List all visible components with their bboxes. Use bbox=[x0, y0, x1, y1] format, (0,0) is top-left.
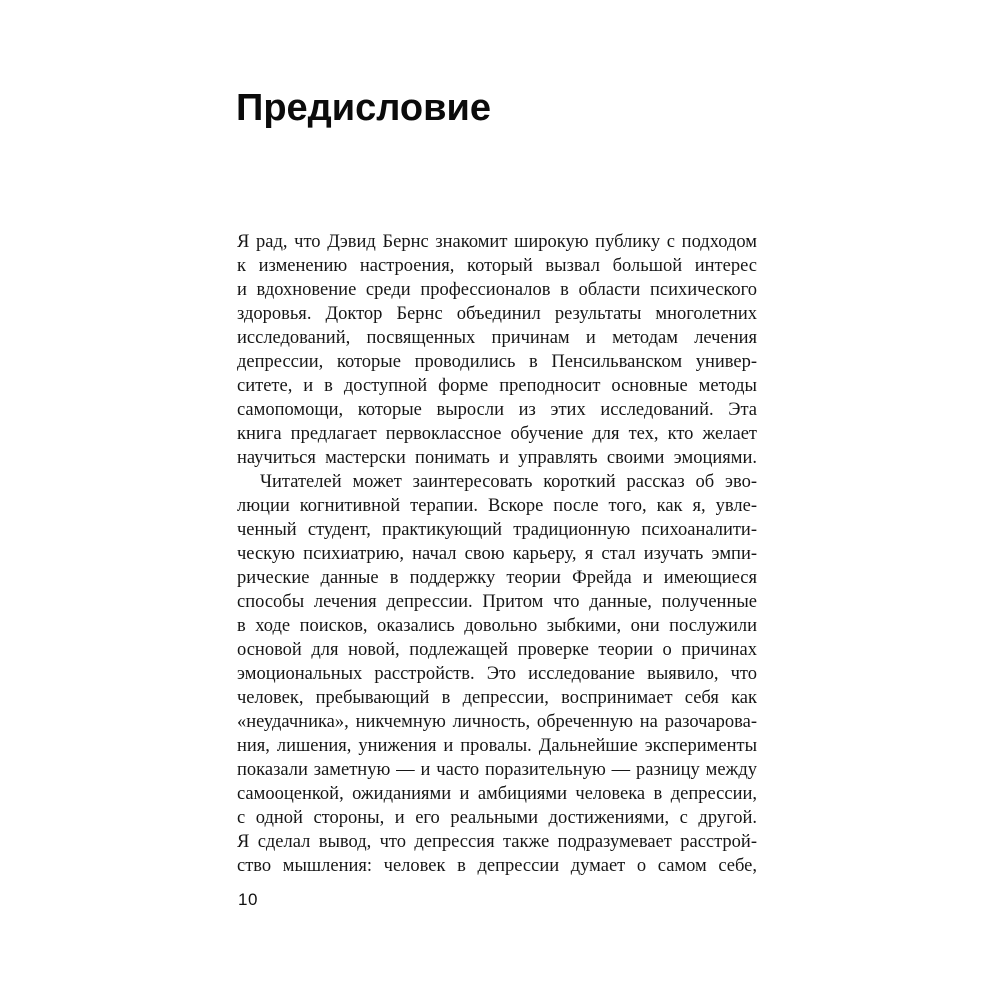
text-line: исследований, посвященных причинам и методам лечения bbox=[237, 328, 757, 348]
text-line: книга предлагает первоклассное обучение для тех, кто желает bbox=[237, 424, 757, 444]
text-line: депрессии, которые проводились в Пенсильванском универ- bbox=[237, 352, 757, 372]
text-line: «неудачника», никчемную личность, обреченную на разочарова- bbox=[237, 712, 757, 732]
text-line: научиться мастерски понимать и управлять своими эмоциями. bbox=[237, 448, 757, 468]
text-line: самооценкой, ожиданиями и амбициями человека в депрессии, bbox=[237, 784, 757, 804]
chapter-heading: Предисловие bbox=[236, 87, 491, 129]
text-line: к изменению настроения, который вызвал большой интерес bbox=[237, 256, 757, 276]
text-line: Я рад, что Дэвид Бернс знакомит широкую публику с подходом bbox=[237, 232, 757, 252]
text-line: в ходе поисков, оказались довольно зыбкими, они послужили bbox=[237, 616, 757, 636]
text-line: ния, лишения, унижения и провалы. Дальнейшие эксперименты bbox=[237, 736, 757, 756]
text-line: люции когнитивной терапии. Вскоре после того, как я, увле- bbox=[237, 496, 757, 516]
text-line: с одной стороны, и его реальными достижениями, с другой. bbox=[237, 808, 757, 828]
text-line: здоровья. Доктор Бернс объединил результаты многолетних bbox=[237, 304, 757, 324]
text-line: рические данные в поддержку теории Фрейда и имеющиеся bbox=[237, 568, 757, 588]
text-line: эмоциональных расстройств. Это исследование выявило, что bbox=[237, 664, 757, 684]
text-line: ческую психиатрию, начал свою карьеру, я стал изучать эмпи- bbox=[237, 544, 757, 564]
body-text bbox=[237, 230, 757, 878]
text-line: самопомощи, которые выросли из этих исследований. Эта bbox=[237, 400, 757, 420]
text-line: основой для новой, подлежащей проверке теории о причинах bbox=[237, 640, 757, 660]
text-line: Я сделал вывод, что депрессия также подразумевает расстрой- bbox=[237, 832, 757, 852]
text-line: ченный студент, практикующий традиционную психоаналити- bbox=[237, 520, 757, 540]
text-line: ство мышления: человек в депрессии думает о самом себе, bbox=[237, 856, 757, 876]
text-line: способы лечения депрессии. Притом что данные, полученные bbox=[237, 592, 757, 612]
text-line: человек, пребывающий в депрессии, воспринимает себя как bbox=[237, 688, 757, 708]
text-line: показали заметную — и часто поразительную — разницу между bbox=[237, 760, 757, 780]
text-line: Читателей может заинтересовать короткий рассказ об эво- bbox=[260, 472, 757, 492]
text-line: ситете, и в доступной форме преподносит основные методы bbox=[237, 376, 757, 396]
page-number: 10 bbox=[238, 890, 258, 909]
text-line: и вдохновение среди профессионалов в области психического bbox=[237, 280, 757, 300]
